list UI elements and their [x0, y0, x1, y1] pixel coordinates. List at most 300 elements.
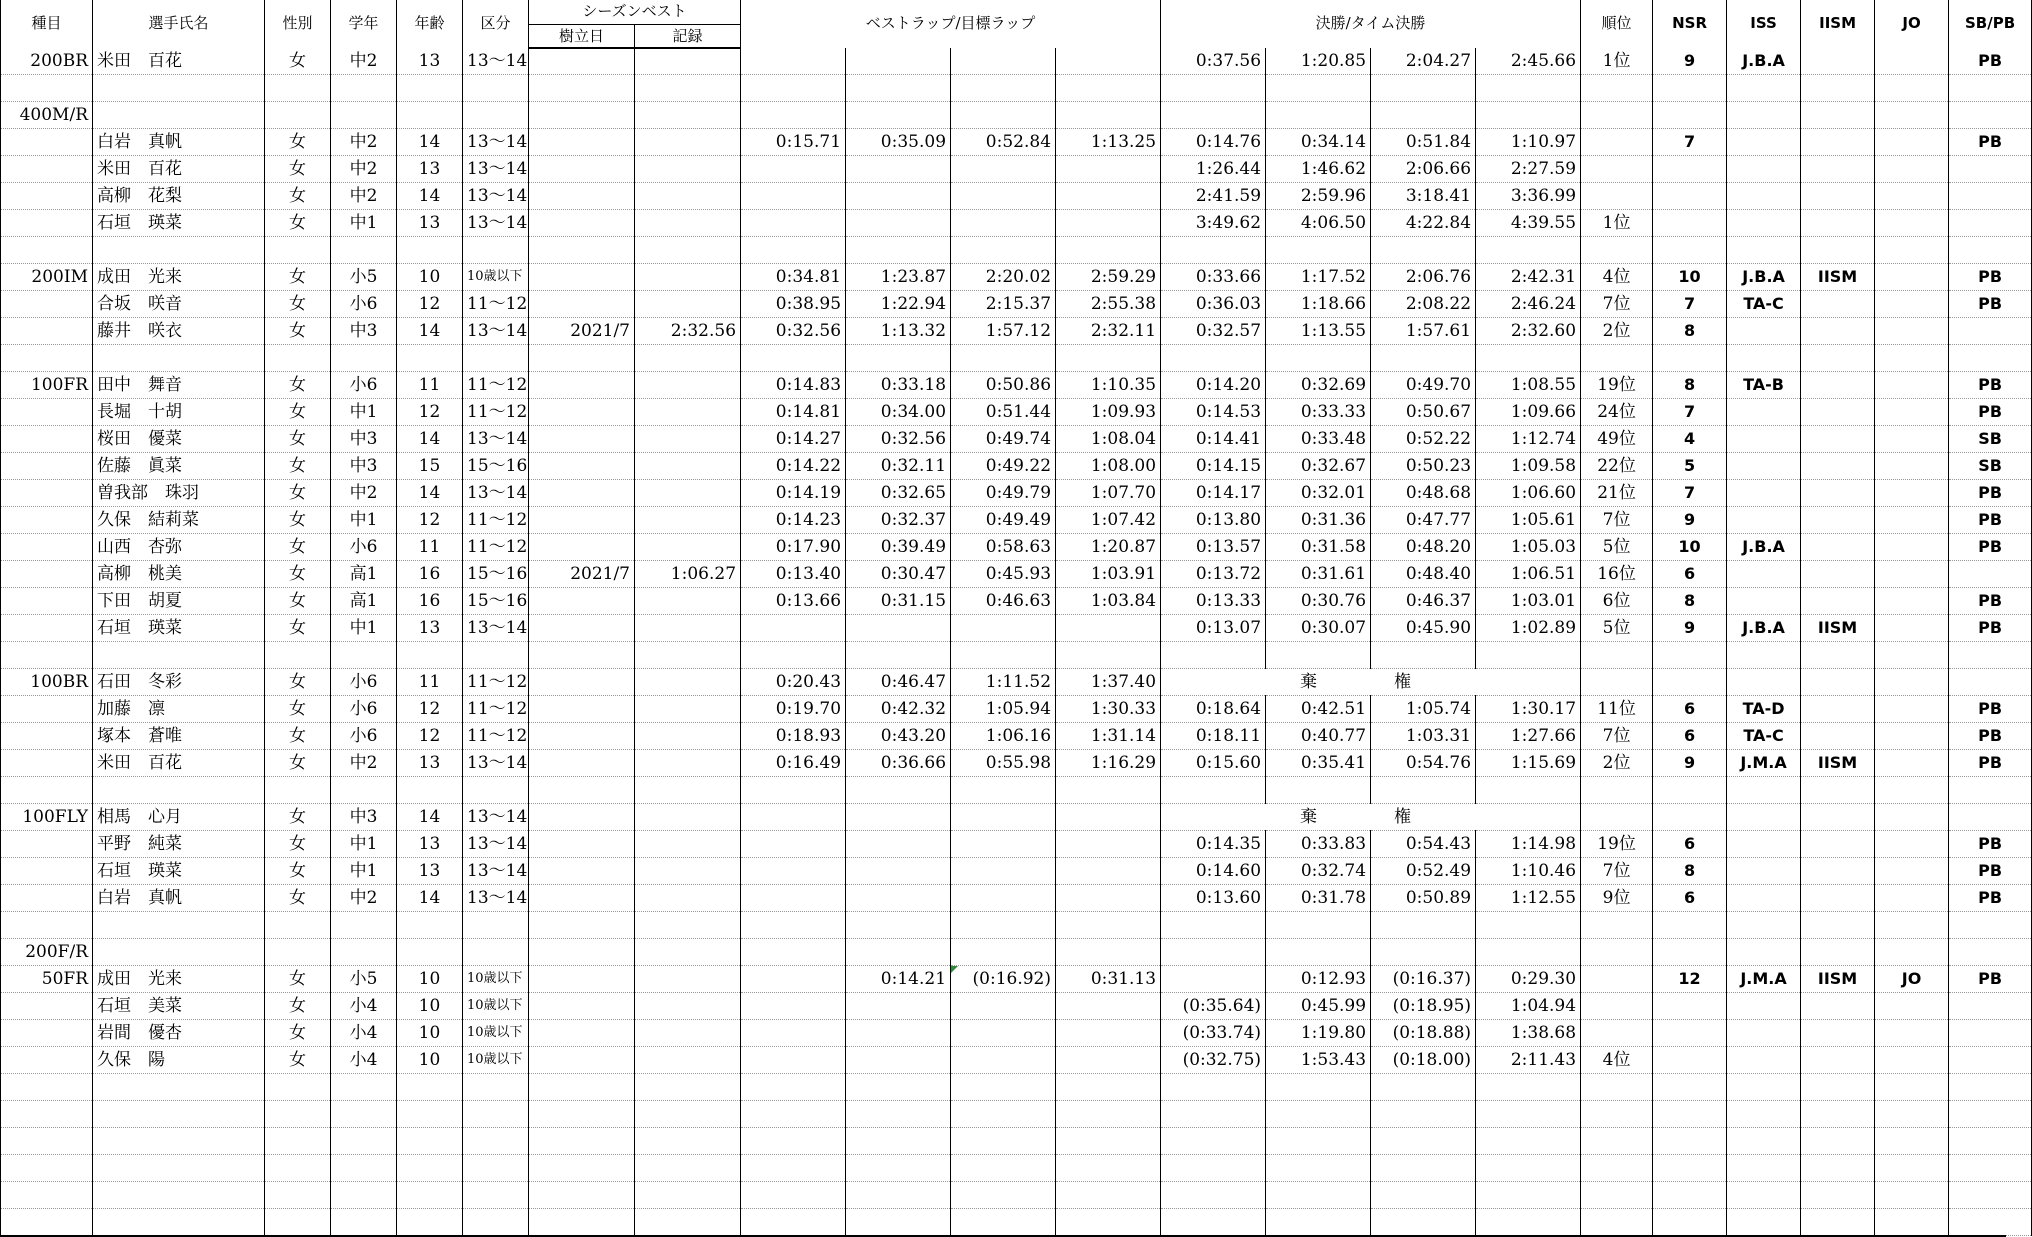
- empty-cell: [951, 1074, 1056, 1101]
- category-cell: [463, 939, 529, 966]
- best-lap-cell: 0:14.81: [741, 399, 846, 426]
- best-lap-cell: [951, 183, 1056, 210]
- event-cell: [1, 561, 93, 588]
- empty-cell: [397, 777, 463, 804]
- final-split-cell: 0:42.51: [1266, 696, 1371, 723]
- best-lap-cell: 0:58.63: [951, 534, 1056, 561]
- empty-cell: [1581, 1128, 1653, 1155]
- season-best-record-cell: [635, 534, 741, 561]
- final-split-cell: 1:13.55: [1266, 318, 1371, 345]
- season-best-date-cell: [529, 426, 635, 453]
- final-split-cell: [1476, 102, 1581, 129]
- best-lap-cell: [1056, 48, 1161, 75]
- season-best-date-cell: [529, 858, 635, 885]
- final-split-cell: 0:14.20: [1161, 372, 1266, 399]
- rank-cell: 7位: [1581, 723, 1653, 750]
- empty-cell: [463, 642, 529, 669]
- final-split-cell: 4:39.55: [1476, 210, 1581, 237]
- empty-cell: [397, 75, 463, 102]
- best-lap-cell: 0:14.27: [741, 426, 846, 453]
- final-split-cell: 2:06.66: [1371, 156, 1476, 183]
- final-split-cell: 0:30.07: [1266, 615, 1371, 642]
- final-split-cell: 0:32.67: [1266, 453, 1371, 480]
- empty-cell: [1727, 1101, 1801, 1128]
- best-lap-cell: [951, 858, 1056, 885]
- empty-cell: [1949, 1155, 2032, 1182]
- rank-cell: 4位: [1581, 264, 1653, 291]
- iism-cell: [1801, 993, 1875, 1020]
- empty-cell: [1801, 912, 1875, 939]
- empty-cell: [1581, 75, 1653, 102]
- best-lap-cell: 0:17.90: [741, 534, 846, 561]
- final-split-cell: 1:10.97: [1476, 129, 1581, 156]
- spacer-row: [1, 912, 2032, 939]
- final-split-cell: 0:34.14: [1266, 129, 1371, 156]
- gender-cell: 女: [265, 129, 331, 156]
- best-lap-cell: 2:15.37: [951, 291, 1056, 318]
- empty-cell: [331, 1155, 397, 1182]
- empty-cell: [265, 75, 331, 102]
- swimmer-name-cell: 久保 結莉菜: [93, 507, 265, 534]
- empty-cell: [1161, 1101, 1266, 1128]
- nsr-cell: 6: [1653, 831, 1727, 858]
- best-lap-cell: 0:31.13: [1056, 966, 1161, 993]
- best-lap-cell: 1:08.04: [1056, 426, 1161, 453]
- empty-cell: [1653, 1182, 1727, 1209]
- nsr-cell: 8: [1653, 858, 1727, 885]
- age-cell: 15: [397, 453, 463, 480]
- nsr-cell: 9: [1653, 615, 1727, 642]
- header-name: 選手氏名: [93, 0, 265, 48]
- empty-cell: [1371, 777, 1476, 804]
- iism-cell: [1801, 534, 1875, 561]
- empty-cell: [1801, 1182, 1875, 1209]
- best-lap-cell: 0:14.21: [846, 966, 951, 993]
- empty-cell: [951, 75, 1056, 102]
- empty-cell: [846, 642, 951, 669]
- empty-cell: [741, 345, 846, 372]
- empty-cell: [1371, 345, 1476, 372]
- empty-cell: [331, 1128, 397, 1155]
- swimmer-name-cell: 高柳 花梨: [93, 183, 265, 210]
- nsr-cell: 6: [1653, 561, 1727, 588]
- empty-cell: [529, 777, 635, 804]
- event-cell: 100BR: [1, 669, 93, 696]
- best-lap-cell: [1056, 615, 1161, 642]
- best-lap-cell: 1:57.12: [951, 318, 1056, 345]
- best-lap-cell: [951, 48, 1056, 75]
- event-cell: [1, 750, 93, 777]
- empty-cell: [635, 642, 741, 669]
- jo-cell: [1875, 588, 1949, 615]
- season-best-record-cell: [635, 399, 741, 426]
- season-best-record-cell: [635, 588, 741, 615]
- table-row: [1, 804, 2032, 831]
- empty-cell: [1727, 777, 1801, 804]
- gender-cell: 女: [265, 426, 331, 453]
- empty-cell: [1801, 1128, 1875, 1155]
- iism-cell: [1801, 372, 1875, 399]
- grade-cell: 小6: [331, 696, 397, 723]
- age-cell: 14: [397, 426, 463, 453]
- best-lap-cell: 2:55.38: [1056, 291, 1161, 318]
- table-row: [1, 480, 2032, 507]
- empty-cell: [1949, 1182, 2032, 1209]
- empty-cell: [635, 1074, 741, 1101]
- empty-cell: [1727, 642, 1801, 669]
- empty-cell: [1875, 1128, 1949, 1155]
- age-cell: 13: [397, 858, 463, 885]
- final-split-cell: 4:06.50: [1266, 210, 1371, 237]
- empty-cell: [1371, 75, 1476, 102]
- final-split-cell: 0:30.76: [1266, 588, 1371, 615]
- empty-cell: [1949, 237, 2032, 264]
- gender-cell: 女: [265, 372, 331, 399]
- final-split-cell: 0:18.64: [1161, 696, 1266, 723]
- nsr-cell: [1653, 210, 1727, 237]
- swimmer-name-cell: 山西 杏弥: [93, 534, 265, 561]
- iism-cell: [1801, 696, 1875, 723]
- season-best-record-cell: [635, 129, 741, 156]
- empty-cell: [1056, 1182, 1161, 1209]
- season-best-date-cell: [529, 588, 635, 615]
- best-lap-cell: 0:32.56: [846, 426, 951, 453]
- empty-cell: [846, 237, 951, 264]
- age-cell: 12: [397, 291, 463, 318]
- rank-cell: [1581, 669, 1653, 696]
- empty-cell: [1371, 1101, 1476, 1128]
- grade-cell: 小6: [331, 534, 397, 561]
- best-lap-cell: 2:32.11: [1056, 318, 1161, 345]
- empty-cell: [1875, 1182, 1949, 1209]
- season-best-record-cell: [635, 48, 741, 75]
- best-lap-cell: [951, 615, 1056, 642]
- sbpb-cell: SB: [1949, 453, 2032, 480]
- season-best-date-cell: [529, 1020, 635, 1047]
- final-split-cell: 2:59.96: [1266, 183, 1371, 210]
- season-best-record-cell: [635, 939, 741, 966]
- iism-cell: IISM: [1801, 750, 1875, 777]
- gender-cell: 女: [265, 210, 331, 237]
- event-cell: 200F/R: [1, 939, 93, 966]
- best-lap-cell: 0:36.66: [846, 750, 951, 777]
- empty-cell: [1, 1128, 93, 1155]
- empty-cell: [93, 1128, 265, 1155]
- rank-cell: [1581, 966, 1653, 993]
- final-split-cell: 0:12.93: [1266, 966, 1371, 993]
- rank-cell: [1581, 804, 1653, 831]
- empty-cell: [397, 912, 463, 939]
- grade-cell: 小6: [331, 372, 397, 399]
- final-split-cell: 1:03.31: [1371, 723, 1476, 750]
- best-lap-cell: 1:03.91: [1056, 561, 1161, 588]
- empty-cell: [265, 777, 331, 804]
- empty-cell: [1875, 237, 1949, 264]
- event-cell: [1, 453, 93, 480]
- final-split-cell: 2:45.66: [1476, 48, 1581, 75]
- rank-cell: 9位: [1581, 885, 1653, 912]
- empty-cell: [1, 1074, 93, 1101]
- grade-cell: 中2: [331, 129, 397, 156]
- final-split-cell: (0:35.64): [1161, 993, 1266, 1020]
- best-lap-cell: [1056, 804, 1161, 831]
- empty-cell: [635, 345, 741, 372]
- swimmer-name-cell: 白岩 真帆: [93, 885, 265, 912]
- empty-cell: [1161, 345, 1266, 372]
- best-lap-cell: 2:20.02: [951, 264, 1056, 291]
- event-cell: [1, 507, 93, 534]
- best-lap-cell: [1056, 885, 1161, 912]
- best-lap-cell: [846, 1020, 951, 1047]
- final-split-cell: 0:54.76: [1371, 750, 1476, 777]
- swimmer-name-cell: 平野 純菜: [93, 831, 265, 858]
- season-best-record-cell: [635, 156, 741, 183]
- best-lap-cell: [741, 831, 846, 858]
- empty-cell: [1266, 1128, 1371, 1155]
- empty-cell: [635, 1101, 741, 1128]
- grade-cell: 小4: [331, 1047, 397, 1074]
- empty-cell: [93, 642, 265, 669]
- grade-cell: 中2: [331, 48, 397, 75]
- final-split-cell: 0:13.80: [1161, 507, 1266, 534]
- empty-cell: [1727, 1074, 1801, 1101]
- empty-cell: [1949, 1101, 2032, 1128]
- final-split-cell: 1:27.66: [1476, 723, 1581, 750]
- final-split-cell: [1161, 939, 1266, 966]
- empty-cell: [951, 345, 1056, 372]
- gender-cell: [265, 102, 331, 129]
- empty-cell: [951, 777, 1056, 804]
- best-lap-cell: 0:14.23: [741, 507, 846, 534]
- gender-cell: 女: [265, 588, 331, 615]
- empty-cell: [265, 1209, 331, 1236]
- category-cell: 13～14: [463, 426, 529, 453]
- final-split-cell: 1:03.01: [1476, 588, 1581, 615]
- best-lap-cell: [951, 993, 1056, 1020]
- rank-cell: 5位: [1581, 534, 1653, 561]
- empty-cell: [1, 777, 93, 804]
- empty-cell: [463, 75, 529, 102]
- final-split-cell: 0:45.99: [1266, 993, 1371, 1020]
- iss-cell: J.M.A: [1727, 966, 1801, 993]
- best-lap-cell: 0:46.47: [846, 669, 951, 696]
- season-best-record-cell: [635, 858, 741, 885]
- final-split-cell: 0:45.90: [1371, 615, 1476, 642]
- category-cell: 13～14: [463, 156, 529, 183]
- empty-cell: [635, 1155, 741, 1182]
- empty-cell: [1801, 1209, 1875, 1236]
- empty-cell: [1476, 1155, 1581, 1182]
- category-cell: 11～12: [463, 534, 529, 561]
- empty-cell: [1801, 1101, 1875, 1128]
- iism-cell: [1801, 885, 1875, 912]
- best-lap-cell: [846, 858, 951, 885]
- empty-cell: [1, 1182, 93, 1209]
- empty-cell: [951, 642, 1056, 669]
- table-row: [1, 588, 2032, 615]
- season-best-record-cell: [635, 480, 741, 507]
- category-cell: 15～16: [463, 453, 529, 480]
- empty-cell: [1266, 777, 1371, 804]
- empty-cell: [741, 237, 846, 264]
- jo-cell: [1875, 534, 1949, 561]
- gender-cell: 女: [265, 453, 331, 480]
- empty-cell: [951, 1101, 1056, 1128]
- best-lap-cell: [951, 156, 1056, 183]
- season-best-record-cell: [635, 831, 741, 858]
- season-best-date-cell: [529, 831, 635, 858]
- nsr-cell: 5: [1653, 453, 1727, 480]
- sbpb-cell: PB: [1949, 858, 2032, 885]
- final-split-cell: 0:46.37: [1371, 588, 1476, 615]
- category-cell: 13～14: [463, 885, 529, 912]
- iss-cell: [1727, 885, 1801, 912]
- category-cell: 13～14: [463, 480, 529, 507]
- table-row: [1, 1020, 2032, 1047]
- iss-cell: [1727, 588, 1801, 615]
- empty-cell: [1476, 1101, 1581, 1128]
- empty-cell: [1875, 777, 1949, 804]
- empty-cell: [463, 1074, 529, 1101]
- best-lap-cell: [1056, 831, 1161, 858]
- age-cell: 11: [397, 372, 463, 399]
- best-lap-cell: [846, 102, 951, 129]
- best-lap-cell: [951, 1047, 1056, 1074]
- empty-cell: [951, 1155, 1056, 1182]
- best-lap-cell: 1:22.94: [846, 291, 951, 318]
- empty-cell: [93, 1074, 265, 1101]
- best-lap-cell: [846, 183, 951, 210]
- best-lap-cell: 1:23.87: [846, 264, 951, 291]
- nsr-cell: [1653, 183, 1727, 210]
- event-cell: [1, 183, 93, 210]
- swimmer-name-cell: 石垣 瑛菜: [93, 615, 265, 642]
- season-best-record-cell: [635, 507, 741, 534]
- empty-cell: [529, 237, 635, 264]
- nsr-cell: 8: [1653, 318, 1727, 345]
- nsr-cell: 6: [1653, 885, 1727, 912]
- grade-cell: 小6: [331, 291, 397, 318]
- empty-cell: [635, 1128, 741, 1155]
- best-lap-cell: [846, 939, 951, 966]
- best-lap-cell: [741, 615, 846, 642]
- table-row: [1, 102, 2032, 129]
- best-lap-cell: 1:06.16: [951, 723, 1056, 750]
- age-cell: 10: [397, 1020, 463, 1047]
- gender-cell: 女: [265, 723, 331, 750]
- empty-cell: [1653, 75, 1727, 102]
- grade-cell: [331, 939, 397, 966]
- final-split-cell: 2:42.31: [1476, 264, 1581, 291]
- gender-cell: 女: [265, 156, 331, 183]
- season-best-date-cell: [529, 102, 635, 129]
- age-cell: 13: [397, 156, 463, 183]
- season-best-record-cell: [635, 993, 741, 1020]
- empty-cell: [1581, 237, 1653, 264]
- best-lap-cell: [951, 1020, 1056, 1047]
- best-lap-cell: [741, 858, 846, 885]
- iism-cell: [1801, 723, 1875, 750]
- jo-cell: [1875, 750, 1949, 777]
- empty-cell: [1, 1155, 93, 1182]
- sbpb-cell: [1949, 804, 2032, 831]
- best-lap-cell: [1056, 210, 1161, 237]
- best-lap-cell: 0:14.19: [741, 480, 846, 507]
- spacer-row: [1, 237, 2032, 264]
- nsr-cell: 10: [1653, 264, 1727, 291]
- jo-cell: [1875, 318, 1949, 345]
- header-event: 種目: [1, 0, 93, 48]
- gender-cell: 女: [265, 507, 331, 534]
- season-best-date-cell: [529, 993, 635, 1020]
- final-split-cell: 2:11.43: [1476, 1047, 1581, 1074]
- empty-cell: [397, 345, 463, 372]
- jo-cell: [1875, 615, 1949, 642]
- final-split-cell: 0:13.60: [1161, 885, 1266, 912]
- empty-cell: [1653, 1074, 1727, 1101]
- jo-cell: [1875, 129, 1949, 156]
- iss-cell: [1727, 669, 1801, 696]
- event-cell: [1, 399, 93, 426]
- empty-cell: [1056, 1074, 1161, 1101]
- iss-cell: J.B.A: [1727, 48, 1801, 75]
- nsr-cell: [1653, 804, 1727, 831]
- season-best-date-cell: [529, 534, 635, 561]
- best-lap-cell: 0:32.65: [846, 480, 951, 507]
- table-row: [1, 885, 2032, 912]
- iism-cell: [1801, 453, 1875, 480]
- empty-cell: [1949, 912, 2032, 939]
- gender-cell: 女: [265, 804, 331, 831]
- iss-cell: [1727, 426, 1801, 453]
- empty-cell: [1727, 75, 1801, 102]
- event-cell: [1, 210, 93, 237]
- season-best-record-cell: 1:06.27: [635, 561, 741, 588]
- season-best-date-cell: [529, 696, 635, 723]
- best-lap-cell: 1:05.94: [951, 696, 1056, 723]
- final-split-cell: 0:47.77: [1371, 507, 1476, 534]
- table-row: [1, 831, 2032, 858]
- final-split-cell: 2:46.24: [1476, 291, 1581, 318]
- header-grade: 学年: [331, 0, 397, 48]
- empty-cell: [397, 1101, 463, 1128]
- empty-cell: [265, 1182, 331, 1209]
- empty-cell: [93, 237, 265, 264]
- swimmer-name-cell: 成田 光来: [93, 966, 265, 993]
- final-split-cell: 0:54.43: [1371, 831, 1476, 858]
- iss-cell: [1727, 156, 1801, 183]
- empty-cell: [93, 345, 265, 372]
- jo-cell: [1875, 480, 1949, 507]
- iism-cell: [1801, 1047, 1875, 1074]
- table-row: [1, 669, 2032, 696]
- rank-cell: 22位: [1581, 453, 1653, 480]
- rank-cell: 6位: [1581, 588, 1653, 615]
- grade-cell: 中1: [331, 615, 397, 642]
- empty-cell: [1371, 1074, 1476, 1101]
- iss-cell: [1727, 129, 1801, 156]
- event-cell: [1, 318, 93, 345]
- age-cell: 13: [397, 615, 463, 642]
- empty-cell: [331, 1209, 397, 1236]
- age-cell: 10: [397, 993, 463, 1020]
- header-rank: 順位: [1581, 0, 1653, 48]
- swimmer-name-cell: 合坂 咲音: [93, 291, 265, 318]
- table-row: [1, 750, 2032, 777]
- jo-cell: [1875, 561, 1949, 588]
- empty-cell: [1161, 642, 1266, 669]
- best-lap-cell: 0:34.00: [846, 399, 951, 426]
